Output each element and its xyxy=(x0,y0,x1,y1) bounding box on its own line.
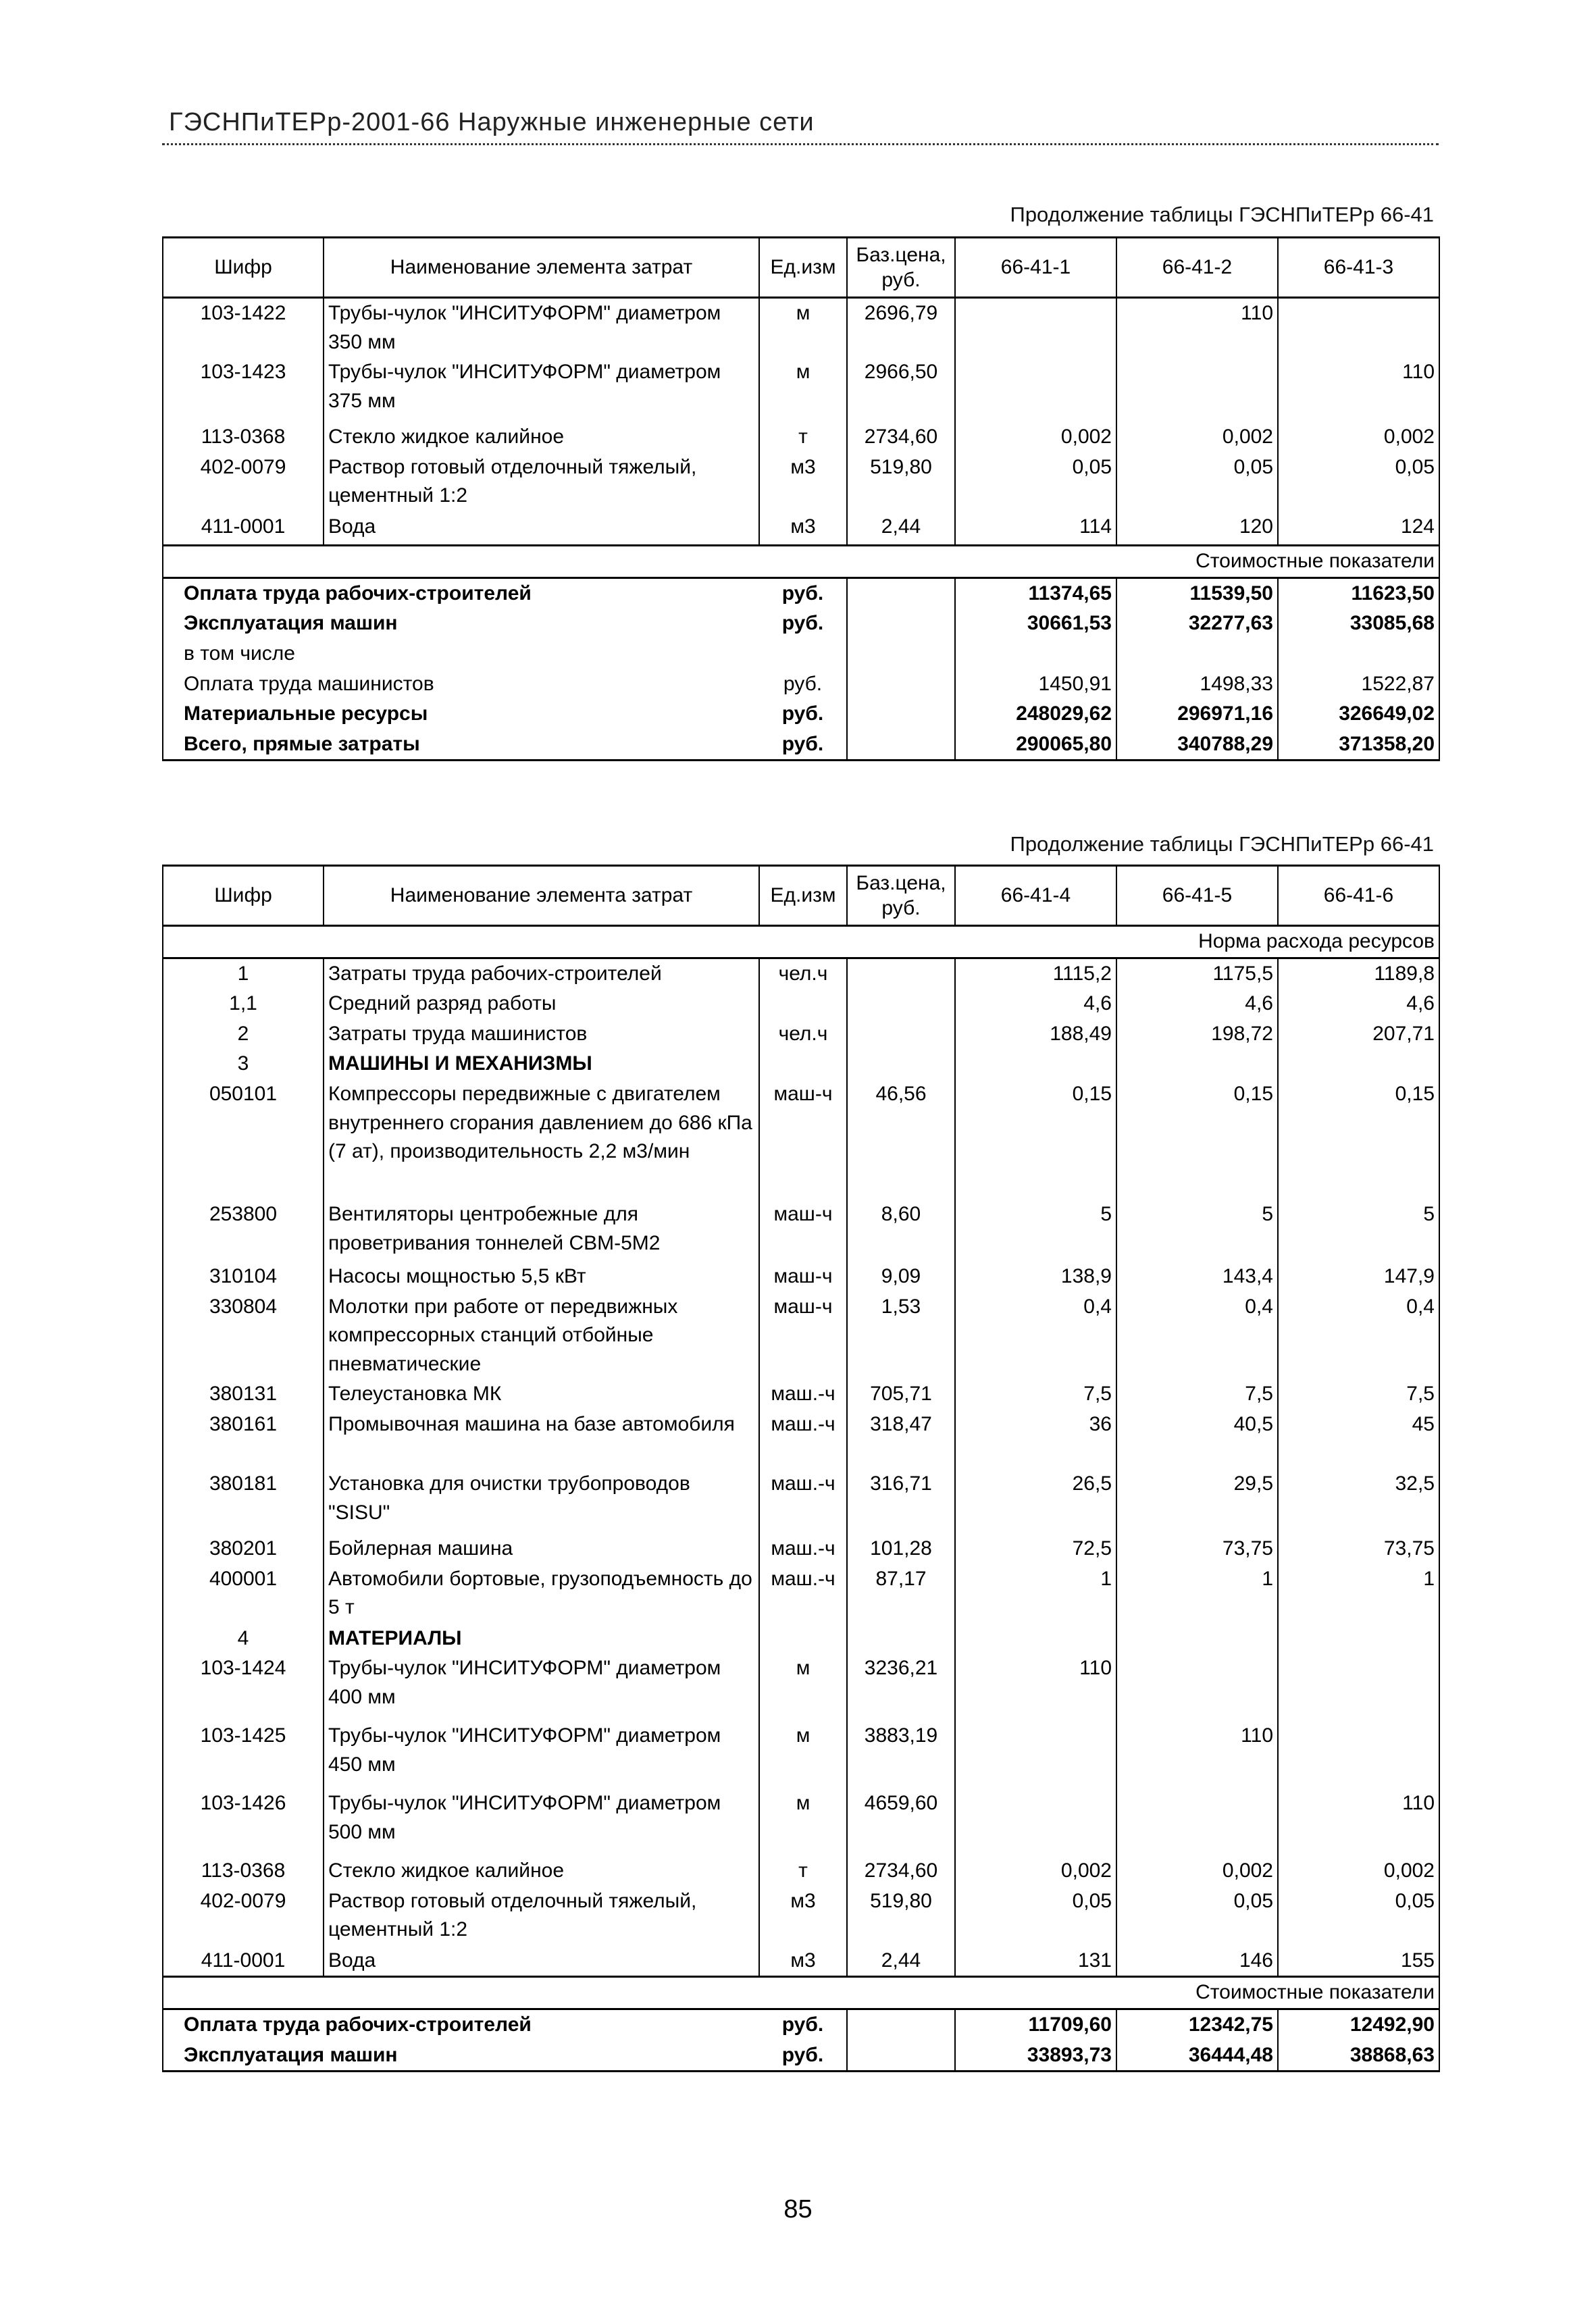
row-value-1: 0,002 xyxy=(955,1856,1116,1886)
row-code: 411-0001 xyxy=(163,512,324,546)
row-price: 2,44 xyxy=(847,512,955,546)
row-name: Затраты труда машинистов xyxy=(324,1019,759,1050)
summary-value-1 xyxy=(955,639,1116,669)
column-header-value-3: 66-41-3 xyxy=(1278,238,1439,298)
row-value-1: 0,05 xyxy=(955,1886,1116,1946)
row-name: Молотки при работе от передвижных компрессорных станций отбойные пневматические xyxy=(324,1292,759,1380)
table-row xyxy=(163,1721,1439,1789)
summary-unit: руб. xyxy=(759,729,847,761)
row-name: Затраты труда рабочих-строителей xyxy=(324,958,759,989)
table-row xyxy=(163,1946,1439,1977)
row-code: 4 xyxy=(163,1624,324,1654)
row-code: 411-0001 xyxy=(163,1946,324,1977)
summary-value-1: 1450,91 xyxy=(955,669,1116,700)
row-code: 3 xyxy=(163,1049,324,1079)
row-value-3: 45 xyxy=(1278,1410,1439,1469)
summary-name: Оплата труда рабочих-строителей xyxy=(163,577,759,609)
row-value-1: 26,5 xyxy=(955,1469,1116,1534)
table-row xyxy=(163,1019,1439,1050)
row-price xyxy=(847,989,955,1019)
summary-row xyxy=(163,729,1439,761)
row-value-3 xyxy=(1278,298,1439,358)
row-code: 310104 xyxy=(163,1262,324,1292)
row-value-1: 110 xyxy=(955,1653,1116,1721)
summary-value-1: 11374,65 xyxy=(955,577,1116,609)
column-header-value-6: 66-41-6 xyxy=(1278,866,1439,926)
summary-value-3: 1522,87 xyxy=(1278,669,1439,700)
summary-value-1: 248029,62 xyxy=(955,699,1116,729)
column-header-price: Баз.цена, руб. xyxy=(847,866,955,926)
row-code: 113-0368 xyxy=(163,422,324,453)
table-row xyxy=(163,1410,1439,1469)
section-label: Норма расхода ресурсов xyxy=(163,926,1439,958)
row-value-3: 0,05 xyxy=(1278,1886,1439,1946)
row-price: 2696,79 xyxy=(847,298,955,358)
row-name: Вода xyxy=(324,1946,759,1977)
row-price: 1,53 xyxy=(847,1292,955,1380)
row-value-2: 0,05 xyxy=(1116,1886,1278,1946)
row-name: Насосы мощностью 5,5 кВт xyxy=(324,1262,759,1292)
summary-unit: руб. xyxy=(781,702,824,725)
row-value-3: 155 xyxy=(1278,1946,1439,1977)
table-row xyxy=(163,1262,1439,1292)
row-name: Вентиляторы центробежные для проветривания тоннелей СВМ-5М2 xyxy=(324,1200,759,1262)
table-row xyxy=(163,1653,1439,1721)
row-value-3: 0,15 xyxy=(1278,1079,1439,1200)
summary-value-2: 12342,75 xyxy=(1116,2009,1278,2040)
row-price: 4659,60 xyxy=(847,1789,955,1856)
row-price xyxy=(847,958,955,989)
row-value-1 xyxy=(955,298,1116,358)
summary-unit: руб. xyxy=(759,2040,847,2072)
row-value-1 xyxy=(955,357,1116,422)
row-value-1 xyxy=(955,1721,1116,1789)
row-unit: м xyxy=(759,1653,847,1721)
summary-value-3: 371358,20 xyxy=(1278,729,1439,761)
row-price: 519,80 xyxy=(847,1886,955,1946)
row-value-2: 1175,5 xyxy=(1116,958,1278,989)
summary-name: Оплата труда машинистов xyxy=(163,669,759,700)
table2-header-row xyxy=(163,866,1439,926)
row-name: Установка для очистки трубопроводов "SISU" xyxy=(324,1469,759,1534)
row-value-3: 147,9 xyxy=(1278,1262,1439,1292)
row-value-3: 4,6 xyxy=(1278,989,1439,1019)
row-value-2: 4,6 xyxy=(1116,989,1278,1019)
row-value-2: 146 xyxy=(1116,1946,1278,1977)
row-code: 103-1425 xyxy=(163,1721,324,1789)
table-row xyxy=(163,1049,1439,1079)
row-value-1: 0,4 xyxy=(955,1292,1116,1380)
row-value-3 xyxy=(1278,1653,1439,1721)
row-value-1: 188,49 xyxy=(955,1019,1116,1050)
summary-price-empty xyxy=(847,609,955,639)
column-header-unit: Ед.изм xyxy=(759,866,847,926)
row-price: 3883,19 xyxy=(847,1721,955,1789)
column-header-name: Наименование элемента затрат xyxy=(324,866,759,926)
table-row xyxy=(163,989,1439,1019)
row-price: 2734,60 xyxy=(847,1856,955,1886)
summary-unit: руб. xyxy=(759,577,847,609)
summary-value-3: 38868,63 xyxy=(1278,2040,1439,2072)
row-price: 46,56 xyxy=(847,1079,955,1200)
summary-row xyxy=(163,2040,1439,2072)
summary-name: Оплата труда рабочих-строителей xyxy=(163,2009,759,2040)
summary-price-empty xyxy=(847,2040,955,2072)
row-value-1: 7,5 xyxy=(955,1379,1116,1410)
row-value-1: 0,002 xyxy=(955,422,1116,453)
row-unit: маш-ч xyxy=(759,1200,847,1262)
table-row xyxy=(163,1564,1439,1624)
row-code: 2 xyxy=(163,1019,324,1050)
table1 xyxy=(162,236,1440,761)
column-header-value-5: 66-41-5 xyxy=(1116,866,1278,926)
row-name: Автомобили бортовые, грузоподъемность до 5 т xyxy=(324,1564,759,1624)
row-name: Трубы-чулок "ИНСИТУФОРМ" диаметром 400 мм xyxy=(324,1653,759,1721)
summary-name: Всего, прямые затраты xyxy=(163,729,759,761)
row-code: 330804 xyxy=(163,1292,324,1380)
row-price: 9,09 xyxy=(847,1262,955,1292)
summary-price-empty xyxy=(847,729,955,761)
row-unit xyxy=(759,989,847,1019)
row-code: 380161 xyxy=(163,1410,324,1469)
row-code: 253800 xyxy=(163,1200,324,1262)
row-price: 519,80 xyxy=(847,453,955,512)
row-value-3: 110 xyxy=(1278,1789,1439,1856)
row-code: 103-1422 xyxy=(163,298,324,358)
table-row xyxy=(163,422,1439,453)
summary-value-1: 30661,53 xyxy=(955,609,1116,639)
row-code: 103-1424 xyxy=(163,1653,324,1721)
row-value-2: 0,002 xyxy=(1116,422,1278,453)
row-unit: м xyxy=(759,357,847,422)
section-label-row xyxy=(163,546,1439,578)
table-row xyxy=(163,1856,1439,1886)
row-price: 3236,21 xyxy=(847,1653,955,1721)
row-value-3: 0,002 xyxy=(1278,1856,1439,1886)
row-price: 2734,60 xyxy=(847,422,955,453)
table-row xyxy=(163,453,1439,512)
summary-value-3: 326649,02 xyxy=(1278,699,1439,729)
row-name: Компрессоры передвижные с двигателем внутреннего сгорания давлением до 686 кПа (7 ат), производительность 2,2 м3/мин xyxy=(324,1079,759,1200)
row-value-3: 0,05 xyxy=(1278,453,1439,512)
row-value-2: 5 xyxy=(1116,1200,1278,1262)
row-value-1: 0,05 xyxy=(955,453,1116,512)
row-unit: маш.-ч xyxy=(759,1564,847,1624)
row-name: Телеустановка МК xyxy=(324,1379,759,1410)
row-name: Трубы-чулок "ИНСИТУФОРМ" диаметром 500 мм xyxy=(324,1789,759,1856)
table-row xyxy=(163,1079,1439,1200)
summary-value-2: 1498,33 xyxy=(1116,669,1278,700)
row-unit: м xyxy=(759,1789,847,1856)
row-unit: м3 xyxy=(759,1946,847,1977)
row-value-2: 143,4 xyxy=(1116,1262,1278,1292)
row-value-2: 0,05 xyxy=(1116,453,1278,512)
row-code: 402-0079 xyxy=(163,1886,324,1946)
row-name: Трубы-чулок "ИНСИТУФОРМ" диаметром 350 мм xyxy=(324,298,759,358)
row-value-3: 5 xyxy=(1278,1200,1439,1262)
row-code: 380131 xyxy=(163,1379,324,1410)
row-code: 1 xyxy=(163,958,324,989)
summary-price-empty xyxy=(847,669,955,700)
table-row xyxy=(163,512,1439,546)
row-unit: маш.-ч xyxy=(759,1410,847,1469)
row-price: 2,44 xyxy=(847,1946,955,1977)
summary-value-2 xyxy=(1116,639,1278,669)
row-unit: маш-ч xyxy=(759,1262,847,1292)
row-name: Стекло жидкое калийное xyxy=(324,1856,759,1886)
summary-row xyxy=(163,609,1439,639)
row-value-1 xyxy=(955,1624,1116,1654)
summary-unit xyxy=(759,639,847,669)
row-value-1: 114 xyxy=(955,512,1116,546)
table-row xyxy=(163,1379,1439,1410)
row-value-3: 0,4 xyxy=(1278,1292,1439,1380)
row-value-1: 4,6 xyxy=(955,989,1116,1019)
row-name: Трубы-чулок "ИНСИТУФОРМ" диаметром 375 мм xyxy=(324,357,759,422)
row-unit: м3 xyxy=(759,1886,847,1946)
row-unit: м3 xyxy=(759,512,847,546)
row-code: 103-1423 xyxy=(163,357,324,422)
row-value-3: 1189,8 xyxy=(1278,958,1439,989)
summary-value-3: 12492,90 xyxy=(1278,2009,1439,2040)
summary-row xyxy=(163,577,1439,609)
summary-value-1: 33893,73 xyxy=(955,2040,1116,2072)
row-value-2: 73,75 xyxy=(1116,1534,1278,1564)
row-code: 402-0079 xyxy=(163,453,324,512)
row-value-1: 131 xyxy=(955,1946,1116,1977)
row-value-2 xyxy=(1116,1789,1278,1856)
row-code: 380201 xyxy=(163,1534,324,1564)
row-code: 1,1 xyxy=(163,989,324,1019)
row-value-2: 29,5 xyxy=(1116,1469,1278,1534)
summary-price-empty xyxy=(847,639,955,669)
summary-value-3: 33085,68 xyxy=(1278,609,1439,639)
row-code: 113-0368 xyxy=(163,1856,324,1886)
column-header-code: Шифр xyxy=(163,866,324,926)
row-name: МАТЕРИАЛЫ xyxy=(324,1624,759,1654)
row-value-3: 7,5 xyxy=(1278,1379,1439,1410)
row-value-2: 0,4 xyxy=(1116,1292,1278,1380)
row-unit: м3 xyxy=(759,453,847,512)
row-unit: т xyxy=(759,1856,847,1886)
row-name: Вода xyxy=(324,512,759,546)
row-value-3 xyxy=(1278,1049,1439,1079)
document-header-title: ГЭСНПиТЕРр-2001-66 Наружные инженерные сети xyxy=(169,108,815,136)
row-value-2: 0,15 xyxy=(1116,1079,1278,1200)
row-value-1: 5 xyxy=(955,1200,1116,1262)
row-name: Средний разряд работы xyxy=(324,989,759,1019)
table-row xyxy=(163,1534,1439,1564)
row-unit: маш-ч xyxy=(759,1292,847,1380)
row-value-1: 138,9 xyxy=(955,1262,1116,1292)
row-value-2: 110 xyxy=(1116,298,1278,358)
row-value-1 xyxy=(955,1789,1116,1856)
row-price: 318,47 xyxy=(847,1410,955,1469)
row-price xyxy=(847,1049,955,1079)
row-unit: м xyxy=(759,1721,847,1789)
summary-value-1: 11709,60 xyxy=(955,2009,1116,2040)
table1-body xyxy=(163,298,1439,761)
row-value-2: 0,002 xyxy=(1116,1856,1278,1886)
row-price xyxy=(847,1019,955,1050)
row-value-3: 110 xyxy=(1278,357,1439,422)
column-header-value-2: 66-41-2 xyxy=(1116,238,1278,298)
table-row xyxy=(163,1624,1439,1654)
table-row xyxy=(163,298,1439,358)
table1-header-row xyxy=(163,238,1439,298)
section-label: Стоимостные показатели xyxy=(163,1977,1439,2009)
row-value-1: 1115,2 xyxy=(955,958,1116,989)
row-value-2: 7,5 xyxy=(1116,1379,1278,1410)
section-label: Стоимостные показатели xyxy=(163,546,1439,578)
column-header-value-4: 66-41-4 xyxy=(955,866,1116,926)
table-row xyxy=(163,1200,1439,1262)
row-unit xyxy=(759,1049,847,1079)
row-name: Раствор готовый отделочный тяжелый, цементный 1:2 xyxy=(324,453,759,512)
summary-name: Эксплуатация машин xyxy=(163,609,759,639)
column-header-unit: Ед.изм xyxy=(759,238,847,298)
summary-value-2: 296971,16 xyxy=(1116,699,1278,729)
row-value-2 xyxy=(1116,1049,1278,1079)
row-code: 400001 xyxy=(163,1564,324,1624)
row-price: 8,60 xyxy=(847,1200,955,1262)
summary-price-empty xyxy=(847,2009,955,2040)
row-unit: маш.-ч xyxy=(759,1379,847,1410)
summary-unit: руб. xyxy=(781,612,824,635)
row-price: 316,71 xyxy=(847,1469,955,1534)
row-unit: т xyxy=(759,422,847,453)
summary-value-2: 32277,63 xyxy=(1116,609,1278,639)
row-value-3 xyxy=(1278,1721,1439,1789)
row-code: 380181 xyxy=(163,1469,324,1534)
table-row xyxy=(163,958,1439,989)
table-row xyxy=(163,357,1439,422)
summary-value-2: 36444,48 xyxy=(1116,2040,1278,2072)
row-value-3 xyxy=(1278,1624,1439,1654)
summary-unit: руб. xyxy=(759,2009,847,2040)
row-name: Раствор готовый отделочный тяжелый, цементный 1:2 xyxy=(324,1886,759,1946)
summary-price-empty xyxy=(847,577,955,609)
row-code: 050101 xyxy=(163,1079,324,1200)
row-unit: м xyxy=(759,298,847,358)
summary-row xyxy=(163,2009,1439,2040)
header-divider xyxy=(162,143,1439,145)
column-header-code: Шифр xyxy=(163,238,324,298)
row-price: 101,28 xyxy=(847,1534,955,1564)
summary-price-empty xyxy=(847,699,955,729)
row-value-3: 0,002 xyxy=(1278,422,1439,453)
row-value-1: 36 xyxy=(955,1410,1116,1469)
summary-value-2: 11539,50 xyxy=(1116,577,1278,609)
table1-caption: Продолжение таблицы ГЭСНПиТЕРр 66-41 xyxy=(1010,203,1434,226)
summary-row xyxy=(163,669,1439,700)
table-row xyxy=(163,1789,1439,1856)
row-unit: маш.-ч xyxy=(759,1469,847,1534)
row-value-2: 40,5 xyxy=(1116,1410,1278,1469)
row-unit xyxy=(759,1624,847,1654)
row-value-3: 1 xyxy=(1278,1564,1439,1624)
row-value-2 xyxy=(1116,1624,1278,1654)
summary-name: Эксплуатация машин xyxy=(163,2040,759,2072)
row-value-1: 0,15 xyxy=(955,1079,1116,1200)
row-unit: чел.ч xyxy=(759,958,847,989)
table-row xyxy=(163,1292,1439,1380)
row-unit: чел.ч xyxy=(759,1019,847,1050)
summary-value-1: 290065,80 xyxy=(955,729,1116,761)
row-value-1: 1 xyxy=(955,1564,1116,1624)
column-header-name: Наименование элемента затрат xyxy=(324,238,759,298)
row-value-2 xyxy=(1116,357,1278,422)
column-header-value-1: 66-41-1 xyxy=(955,238,1116,298)
row-name: Промывочная машина на базе автомобиля xyxy=(324,1410,759,1469)
table-row xyxy=(163,1469,1439,1534)
section-label-row xyxy=(163,1977,1439,2009)
row-value-3: 73,75 xyxy=(1278,1534,1439,1564)
summary-row xyxy=(163,699,1439,729)
table2 xyxy=(162,865,1440,2072)
summary-value-3: 11623,50 xyxy=(1278,577,1439,609)
row-value-2 xyxy=(1116,1653,1278,1721)
row-value-3: 124 xyxy=(1278,512,1439,546)
summary-row xyxy=(163,639,1439,669)
row-value-3: 32,5 xyxy=(1278,1469,1439,1534)
row-value-1 xyxy=(955,1049,1116,1079)
table2-caption: Продолжение таблицы ГЭСНПиТЕРр 66-41 xyxy=(1010,832,1434,856)
row-name: Бойлерная машина xyxy=(324,1534,759,1564)
row-value-2: 1 xyxy=(1116,1564,1278,1624)
row-price: 2966,50 xyxy=(847,357,955,422)
row-value-2: 110 xyxy=(1116,1721,1278,1789)
row-value-2: 198,72 xyxy=(1116,1019,1278,1050)
summary-name: в том числе xyxy=(163,639,759,669)
row-unit: маш-ч xyxy=(759,1079,847,1200)
table2-body xyxy=(163,926,1439,2072)
row-name: Стекло жидкое калийное xyxy=(324,422,759,453)
row-value-3: 207,71 xyxy=(1278,1019,1439,1050)
table-row xyxy=(163,1886,1439,1946)
column-header-price: Баз.цена, руб. xyxy=(847,238,955,298)
row-unit: маш.-ч xyxy=(759,1534,847,1564)
page-number: 85 xyxy=(783,2195,813,2223)
row-value-2: 120 xyxy=(1116,512,1278,546)
section-label-row xyxy=(163,926,1439,958)
row-value-1: 72,5 xyxy=(955,1534,1116,1564)
summary-unit: руб. xyxy=(783,672,823,695)
summary-name: Материальные ресурсы xyxy=(163,699,759,729)
row-name: Трубы-чулок "ИНСИТУФОРМ" диаметром 450 мм xyxy=(324,1721,759,1789)
row-price: 87,17 xyxy=(847,1564,955,1624)
row-code: 103-1426 xyxy=(163,1789,324,1856)
summary-value-2: 340788,29 xyxy=(1116,729,1278,761)
row-price xyxy=(847,1624,955,1654)
row-name: МАШИНЫ И МЕХАНИЗМЫ xyxy=(324,1049,759,1079)
row-price: 705,71 xyxy=(847,1379,955,1410)
summary-value-3 xyxy=(1278,639,1439,669)
